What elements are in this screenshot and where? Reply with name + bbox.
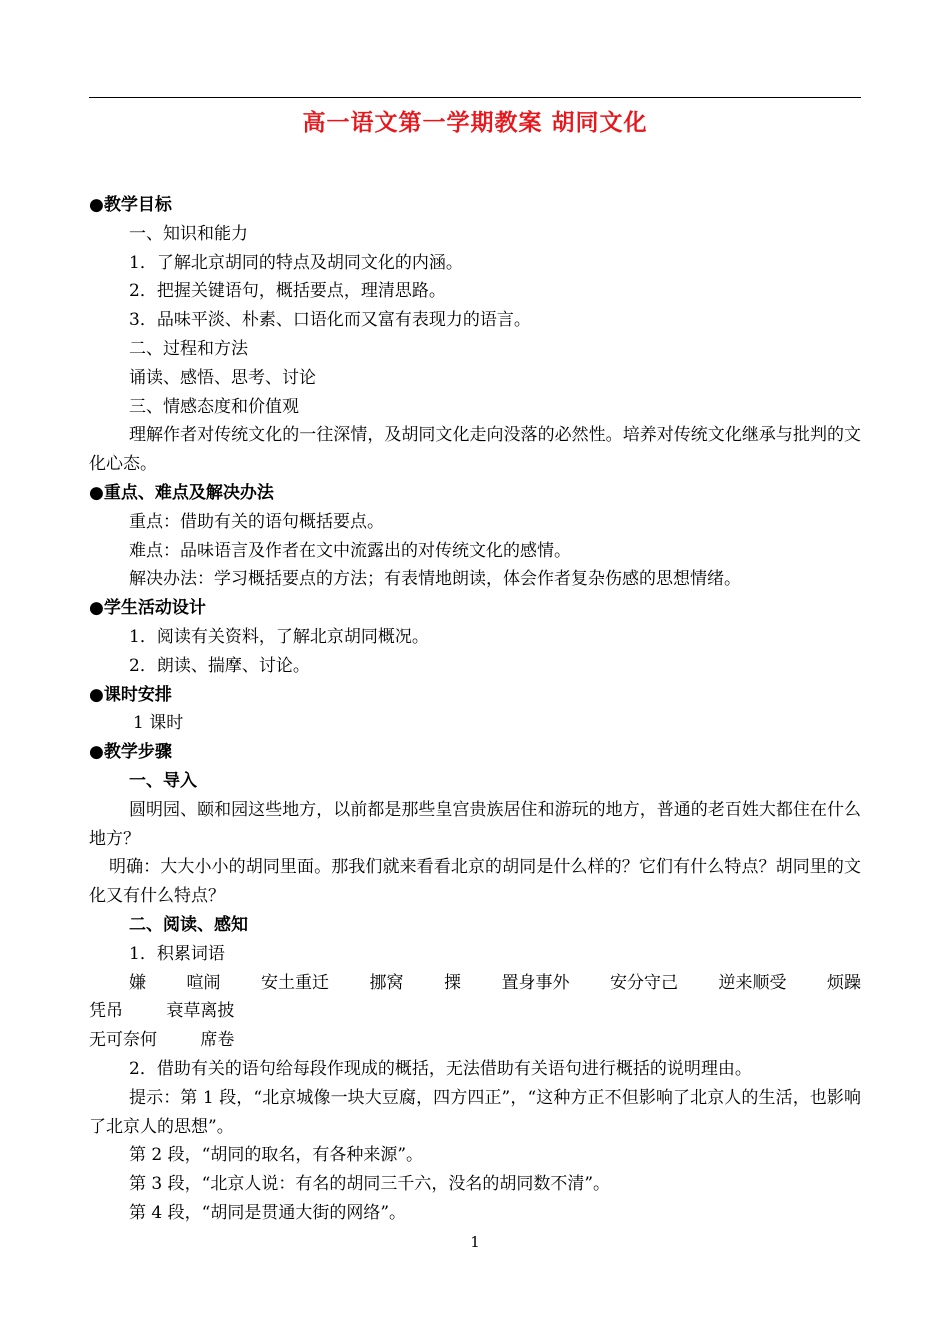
vocab-term: 置身事外 bbox=[501, 972, 570, 993]
para-summary: 第 2 段，“胡同的取名，有各种来源”。 bbox=[129, 1145, 424, 1166]
vocab-term: 搮 bbox=[444, 972, 461, 993]
schedule-item: 1 课时 bbox=[133, 713, 184, 734]
document-title: 高一语文第一学期教案 胡同文化 bbox=[302, 110, 648, 136]
hint-paragraph: 提示：第 1 段，“北京城像一块大豆腐，四方四正”，“这种方正不但影响了北京人的生活，也影响了北京人的思想”。 bbox=[89, 1087, 861, 1137]
activity-item: 1．阅读有关资料，了解北京胡同概况。 bbox=[129, 626, 429, 647]
vocab-row bbox=[89, 969, 861, 998]
document-body bbox=[89, 191, 861, 1228]
objective-paragraph: 理解作者对传统文化的一往深情，及胡同文化走向没落的必然性。培养对传统文化继承与批判的文化心态。 bbox=[89, 425, 861, 475]
objective-item: 诵读、感悟、思考、讨论 bbox=[129, 367, 316, 388]
step-subheading: 二、阅读、感知 bbox=[129, 914, 248, 935]
vocab-term: 挪窝 bbox=[369, 972, 404, 993]
section-heading-activities: ●学生活动设计 bbox=[89, 598, 206, 619]
section-heading-objectives: ●教学目标 bbox=[89, 195, 172, 215]
para-summary: 第 3 段，“北京人说：有名的胡同三千六，没名的胡同数不清”。 bbox=[129, 1174, 611, 1195]
vocab-term: 烦躁 bbox=[827, 972, 861, 993]
objective-item: 二、过程和方法 bbox=[129, 338, 248, 359]
keypoint-item: 重点：借助有关的语句概括要点。 bbox=[129, 511, 384, 532]
page-number: 1 bbox=[470, 1233, 480, 1251]
vocab-row bbox=[89, 997, 861, 1026]
vocab-term: 衰草离披 bbox=[166, 1001, 235, 1022]
activity-item: 2．朗读、揣摩、讨论。 bbox=[129, 655, 310, 676]
vocab-term: 逆来顺受 bbox=[718, 972, 787, 993]
section-heading-steps: ●教学步骤 bbox=[89, 742, 172, 763]
vocab-term: 安分守己 bbox=[610, 972, 678, 993]
section-heading-keypoints: ●重点、难点及解决办法 bbox=[89, 482, 274, 503]
section-heading-schedule: ●课时安排 bbox=[89, 684, 172, 705]
objective-item: 1．了解北京胡同的特点及胡同文化的内涵。 bbox=[129, 252, 463, 273]
vocab-term: 嫌 bbox=[129, 972, 146, 993]
objective-item: 三、情感态度和价值观 bbox=[129, 396, 299, 417]
vocab-term: 无可奈何 bbox=[89, 1030, 157, 1051]
vocab-row bbox=[89, 1026, 861, 1055]
vocab-term: 席卷 bbox=[200, 1030, 235, 1051]
keypoint-item: 难点：品味语言及作者在文中流露出的对传统文化的感情。 bbox=[129, 540, 571, 561]
objective-item: 一、知识和能力 bbox=[129, 223, 248, 244]
step-subheading: 一、导入 bbox=[129, 770, 197, 791]
keypoint-item: 解决办法：学习概括要点的方法；有表情地朗读，体会作者复杂伤感的思想情绪。 bbox=[129, 569, 741, 590]
vocab-term: 喧闹 bbox=[186, 972, 221, 993]
step-item: 2．借助有关的语句给每段作现成的概括，无法借助有关语句进行概括的说明理由。 bbox=[129, 1058, 752, 1079]
step-item: 1．积累词语 bbox=[129, 943, 225, 964]
step-paragraph: 圆明园、颐和园这些地方，以前都是那些皇宫贵族居住和游玩的地方，普通的老百姓大都住在什么地方？ bbox=[89, 799, 861, 849]
step-paragraph: 明确：大大小小的胡同里面。那我们就来看看北京的胡同是什么样的？它们有什么特点？胡同里的文化又有什么特点？ bbox=[89, 857, 861, 907]
para-summary: 第 4 段，“胡同是贯通大街的网络”。 bbox=[129, 1202, 407, 1223]
vocab-term: 凭吊 bbox=[89, 1001, 123, 1022]
objective-item: 3．品味平淡、朴素、口语化而又富有表现力的语言。 bbox=[129, 310, 531, 331]
vocab-term: 安土重迁 bbox=[261, 972, 329, 993]
objective-item: 2．把握关键语句，概括要点，理清思路。 bbox=[129, 281, 446, 302]
header-rule bbox=[89, 97, 861, 98]
